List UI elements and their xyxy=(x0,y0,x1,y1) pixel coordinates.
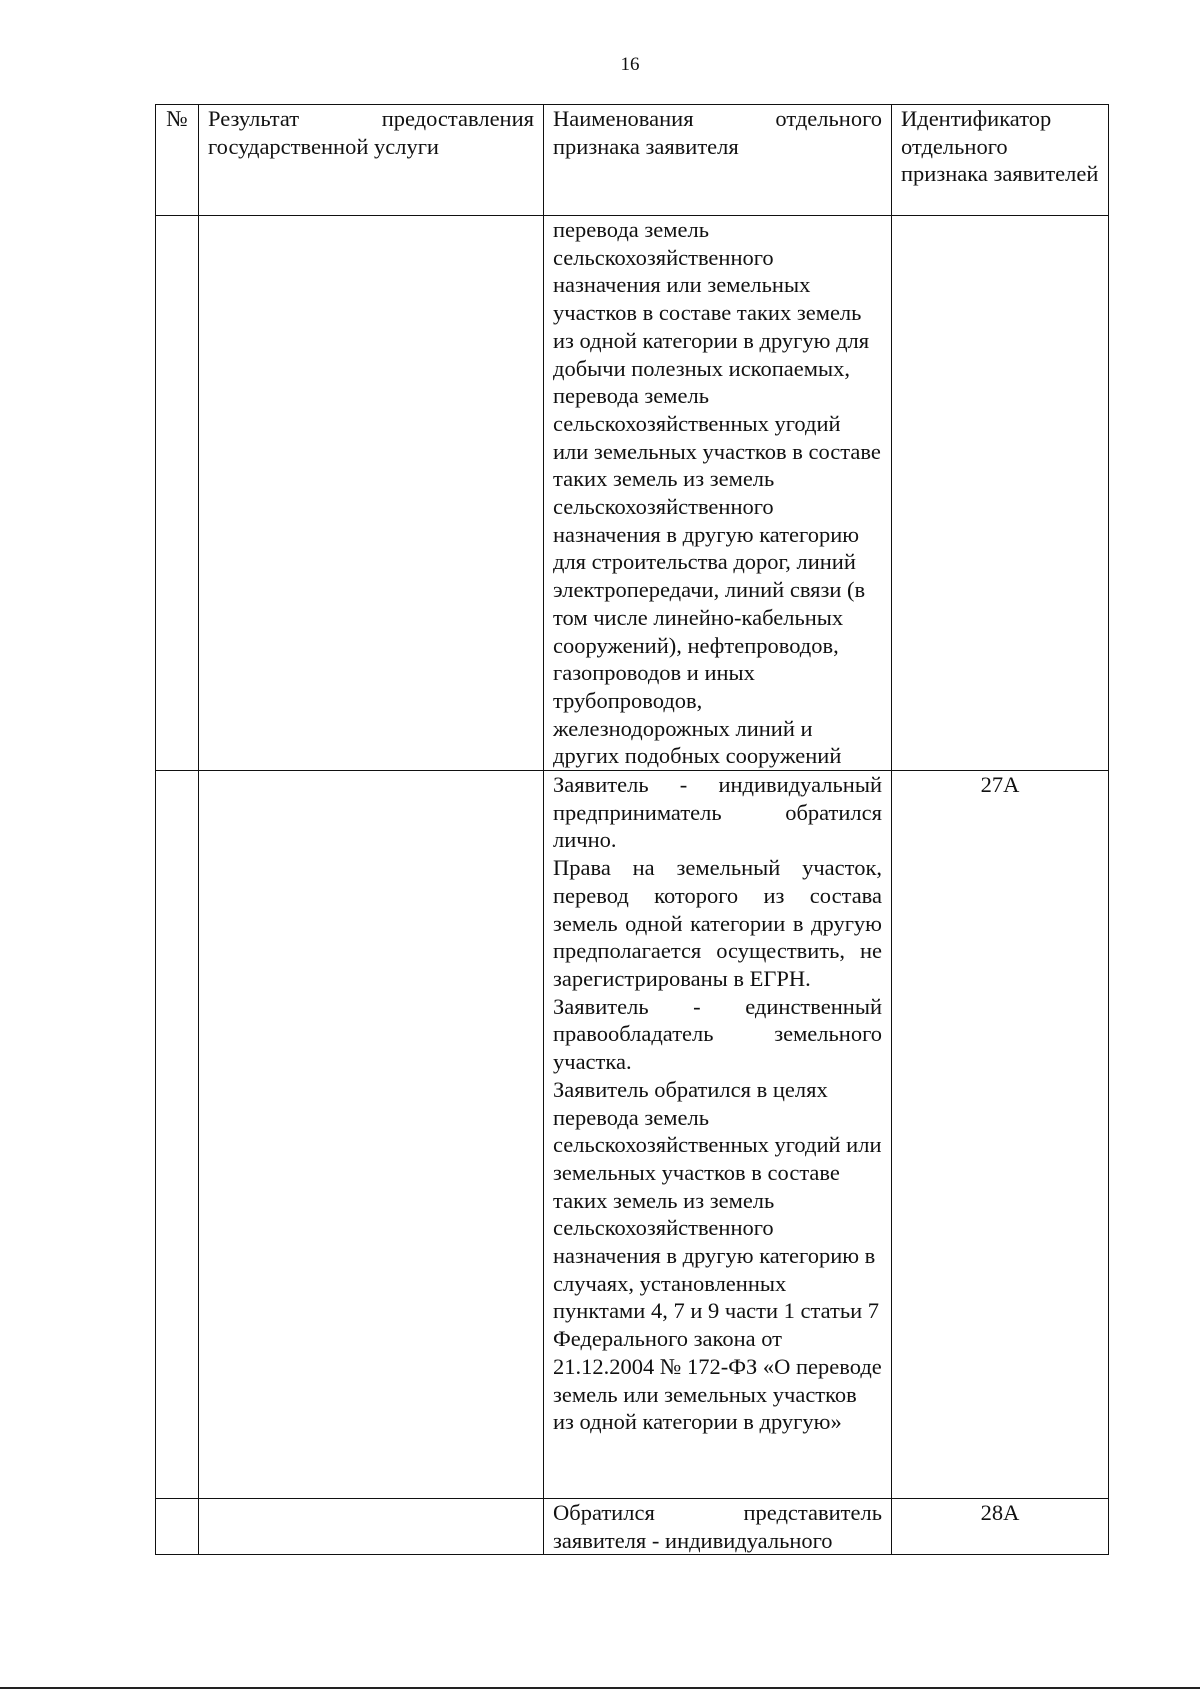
header-attribute-name: Наименования отдельного признака заявителя xyxy=(544,105,892,216)
row-attribute-id-cell xyxy=(892,216,1109,771)
attribute-paragraph: перевода земель сельскохозяйственного назначения или земельных участков в составе таких земель из одной категории в другую для добычи полезных ископаемых, перевода земель сельскохозяйственных угодий или земельных участков в составе таких земель из земель сельскохозяйственного назначения в другую категорию для строительства дорог, линий электропередачи, линий связи (в том числе линейно-кабельных сооружений), нефтепроводов, газопроводов и иных трубопроводов, железнодорожных линий и других подобных сооружений xyxy=(553,217,881,769)
table-header-row xyxy=(156,105,1109,216)
attribute-paragraph: Заявитель обратился в целях перевода земель сельскохозяйственных угодий или земельных участков в составе таких земель из земель сельскохозяйственного назначения в другую категорию в случаях, установленных пунктами 4, 7 и 9 части 1 статьи 7 Федерального закона от 21.12.2004 № 172-ФЗ «О переводе земель или земельных участков из одной категории в другую» xyxy=(553,1076,882,1435)
applicant-attributes-table xyxy=(155,104,1109,1555)
row-attribute-id-cell: 27А xyxy=(892,771,1109,1499)
attribute-paragraph: Заявитель - индивидуальный предприниматель обратился лично. xyxy=(553,772,882,853)
row-number-cell xyxy=(156,216,199,771)
row-attribute-name-cell xyxy=(544,771,892,1499)
bottom-border-line xyxy=(0,1687,1200,1689)
table-row xyxy=(156,216,1109,771)
row-attribute-name-cell xyxy=(544,1499,892,1555)
row-number-cell xyxy=(156,771,199,1499)
page-number: 16 xyxy=(620,54,640,75)
header-number: № xyxy=(156,105,199,216)
table-row xyxy=(156,1499,1109,1555)
row-number-cell xyxy=(156,1499,199,1555)
table-row xyxy=(156,771,1109,1499)
row-result-cell xyxy=(199,771,544,1499)
header-attribute-id: Идентификатор отдельного признака заявителей xyxy=(892,105,1109,216)
row-result-cell xyxy=(199,1499,544,1555)
row-attribute-id-cell: 28А xyxy=(892,1499,1109,1555)
attribute-paragraph: Заявитель - единственный правообладатель земельного участка. xyxy=(553,993,882,1075)
row-result-cell xyxy=(199,216,544,771)
attribute-paragraph: Права на земельный участок, перевод которого из состава земель одной категории в другую предполагается осуществить, не зарегистрированы в ЕГРН. xyxy=(553,855,882,991)
header-result: Результат предоставления государственной услуги xyxy=(199,105,544,216)
attribute-paragraph: Обратился представитель заявителя - индивидуального xyxy=(553,1500,882,1553)
row-attribute-name-cell xyxy=(544,216,892,771)
